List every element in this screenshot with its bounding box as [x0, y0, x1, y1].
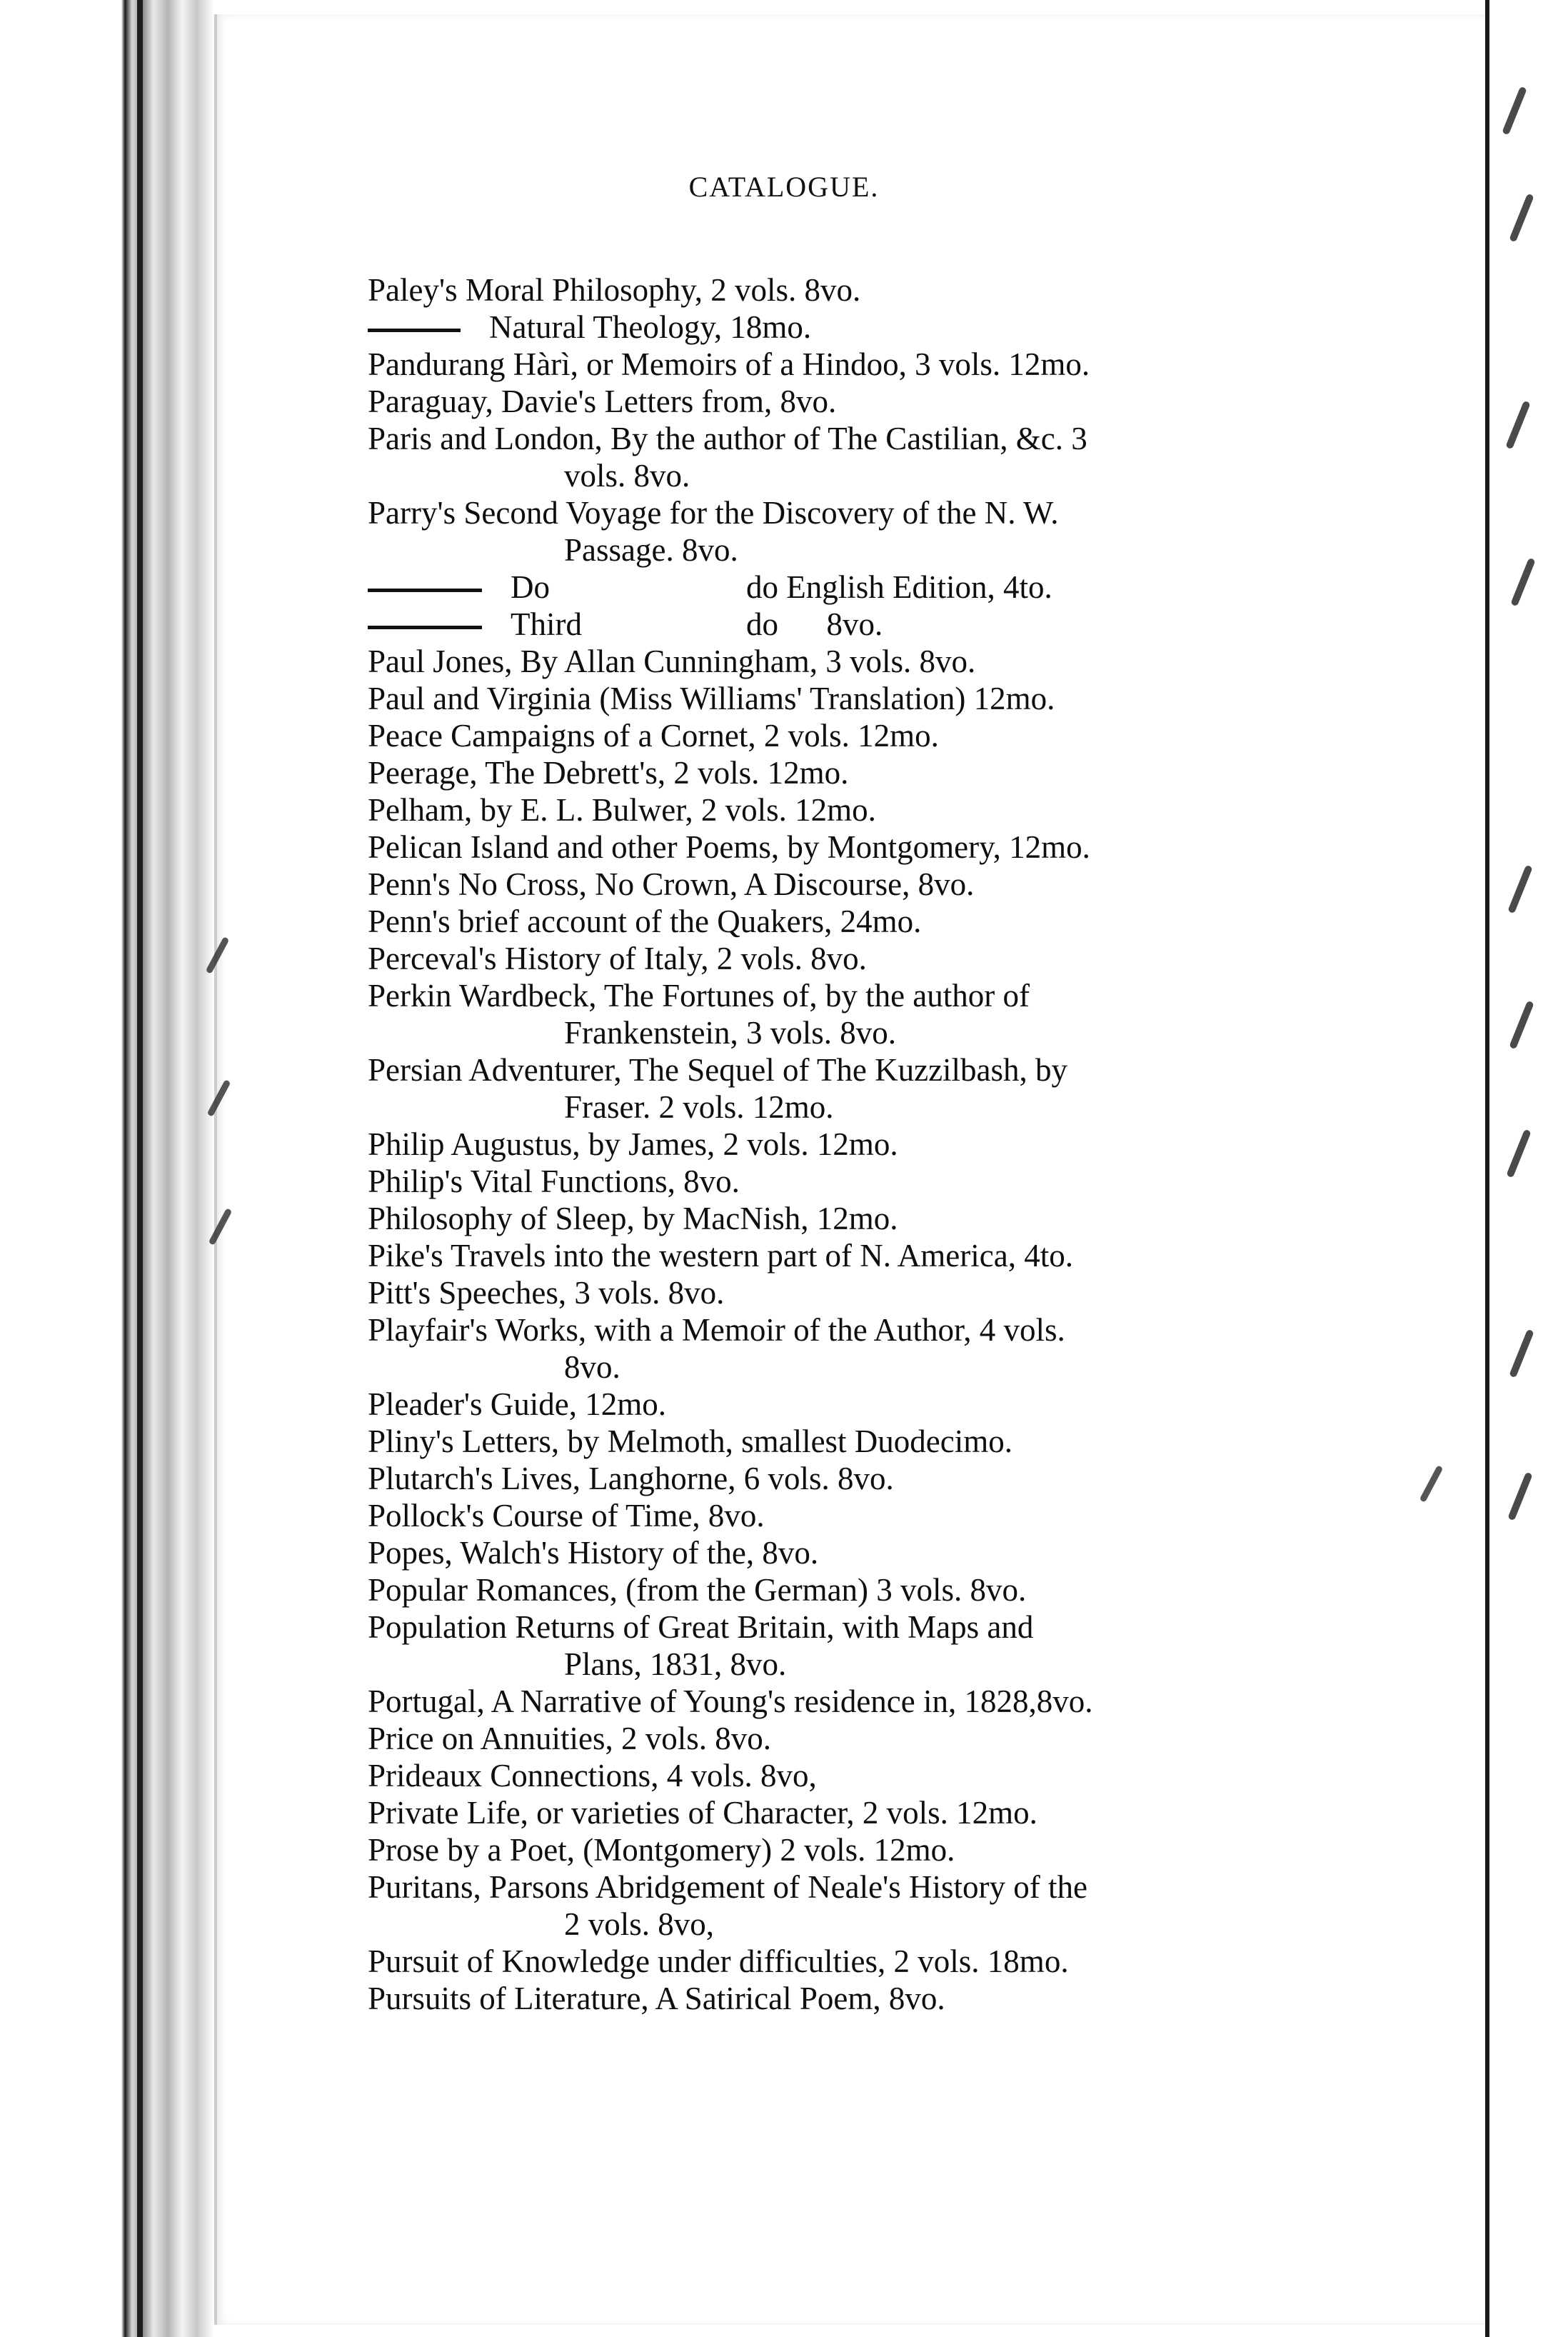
- pen-mark: [1505, 401, 1530, 450]
- catalogue-entry: [368, 346, 1432, 383]
- entry-title: Popes, Walch's History of the, 8vo.: [368, 1535, 819, 1571]
- catalogue-entry: [368, 977, 1432, 1051]
- catalogue-entry: [368, 1386, 1432, 1423]
- entry-title: Pleader's Guide, 12mo.: [368, 1386, 667, 1422]
- page-heading: CATALOGUE.: [688, 171, 880, 203]
- catalogue-entry: [368, 866, 1432, 903]
- catalogue-entry: [368, 1126, 1432, 1163]
- catalogue-entry: [368, 1534, 1432, 1571]
- pen-mark: [1509, 1001, 1534, 1050]
- catalogue-entry: [368, 1163, 1432, 1200]
- catalogue-entry: [368, 680, 1432, 717]
- ditto-dash: [368, 589, 482, 592]
- catalogue-entry: [368, 717, 1432, 754]
- book-binding-edge: [0, 0, 221, 2337]
- entry-continuation: Passage. 8vo.: [564, 532, 738, 568]
- ditto-text: do 8vo.: [746, 606, 883, 642]
- pen-mark: [1510, 558, 1535, 607]
- catalogue-list: [368, 271, 1432, 2017]
- catalogue-entry: [368, 754, 1432, 791]
- entry-title: Playfair's Works, with a Memoir of the Author, 4 vols.: [368, 1312, 1065, 1348]
- entry-title: Popular Romances, (from the German) 3 vols. 8vo.: [368, 1572, 1027, 1608]
- entry-title: Pelican Island and other Poems, by Montgomery, 12mo.: [368, 829, 1090, 865]
- pen-mark: [1509, 1329, 1534, 1378]
- entry-title: Prideaux Connections, 4 vols. 8vo,: [368, 1758, 817, 1793]
- catalogue-entry: [368, 1608, 1432, 1683]
- entry-title: Penn's brief account of the Quakers, 24mo.: [368, 904, 922, 939]
- catalogue-entry: [368, 643, 1432, 680]
- entry-title: Pursuits of Literature, A Satirical Poem, 8vo.: [368, 1981, 945, 2016]
- entry-title: Pandurang Hàrì, or Memoirs of a Hindoo, 3 vols. 12mo.: [368, 346, 1090, 382]
- ditto-dash: [368, 626, 482, 629]
- catalogue-entry: [368, 1051, 1432, 1126]
- entry-title: Paul and Virginia (Miss Williams' Translation) 12mo.: [368, 681, 1055, 716]
- catalogue-entry: [368, 420, 1432, 494]
- catalogue-entry: [368, 494, 1432, 569]
- catalogue-entry: [368, 1571, 1432, 1608]
- catalogue-entry: [368, 791, 1432, 829]
- entry-continuation: Plans, 1831, 8vo.: [564, 1646, 787, 1682]
- entry-title: Plutarch's Lives, Langhorne, 6 vols. 8vo.: [368, 1461, 894, 1496]
- catalogue-entry: [368, 1200, 1432, 1237]
- entry-title: Pitt's Speeches, 3 vols. 8vo.: [368, 1275, 725, 1311]
- catalogue-entry: [368, 1794, 1432, 1831]
- entry-title: Philip's Vital Functions, 8vo.: [368, 1164, 740, 1199]
- catalogue-entry: [368, 1943, 1432, 1980]
- entry-title: Pursuit of Knowledge under difficulties, 2 vols. 18mo.: [368, 1943, 1069, 1979]
- entry-title: Paraguay, Davie's Letters from, 8vo.: [368, 384, 837, 419]
- entry-title: Pelham, by E. L. Bulwer, 2 vols. 12mo.: [368, 792, 876, 828]
- entry-title: Paley's Moral Philosophy, 2 vols. 8vo.: [368, 272, 861, 308]
- catalogue-entry: [368, 271, 1432, 309]
- catalogue-entry: [368, 1831, 1432, 1868]
- entry-title: Perkin Wardbeck, The Fortunes of, by the author of: [368, 978, 1030, 1014]
- entry-title: Pike's Travels into the western part of N. America, 4to.: [368, 1238, 1073, 1273]
- ditto-word: Third: [511, 606, 582, 642]
- ditto-dash: [368, 329, 461, 332]
- entry-continuation: 8vo.: [564, 1349, 620, 1385]
- entry-title: Price on Annuities, 2 vols. 8vo.: [368, 1721, 771, 1756]
- entry-title: Penn's No Cross, No Crown, A Discourse, 8vo.: [368, 866, 975, 902]
- catalogue-entry: [368, 1683, 1432, 1720]
- catalogue-entry: [368, 903, 1432, 940]
- catalogue-entry: [368, 569, 1432, 606]
- entry-title: Philip Augustus, by James, 2 vols. 12mo.: [368, 1126, 898, 1162]
- catalogue-entry: [368, 606, 1432, 643]
- entry-title: Peerage, The Debrett's, 2 vols. 12mo.: [368, 755, 849, 791]
- entry-continuation: vols. 8vo.: [564, 458, 690, 494]
- catalogue-entry: [368, 829, 1432, 866]
- ditto-text: do English Edition, 4to.: [746, 569, 1052, 605]
- entry-title: Peace Campaigns of a Cornet, 2 vols. 12mo.: [368, 718, 939, 754]
- catalogue-entry: [368, 940, 1432, 977]
- entry-continuation: 2 vols. 8vo,: [564, 1906, 715, 1942]
- entry-title: Parry's Second Voyage for the Discovery of the N. W.: [368, 495, 1059, 531]
- pen-mark: [1507, 865, 1532, 914]
- ditto-word: Do: [511, 569, 550, 605]
- catalogue-entry: [368, 309, 1432, 346]
- catalogue-entry: [368, 1720, 1432, 1757]
- pen-mark: [1507, 1472, 1532, 1521]
- entry-continuation: Fraser. 2 vols. 12mo.: [564, 1089, 834, 1125]
- entry-title: Private Life, or varieties of Character, 2 vols. 12mo.: [368, 1795, 1037, 1831]
- entry-title: Paris and London, By the author of The Castilian, &c. 3: [368, 421, 1087, 456]
- entry-title: Portugal, A Narrative of Young's residence in, 1828,8vo.: [368, 1683, 1093, 1719]
- entry-title: Perceval's History of Italy, 2 vols. 8vo.: [368, 941, 867, 976]
- catalogue-entry: [368, 1980, 1432, 2017]
- entry-continuation: Frankenstein, 3 vols. 8vo.: [564, 1015, 896, 1051]
- catalogue-entry: [368, 1497, 1432, 1534]
- entry-title: Pliny's Letters, by Melmoth, smallest Duodecimo.: [368, 1423, 1013, 1459]
- catalogue-entry: [368, 383, 1432, 420]
- entry-title: Philosophy of Sleep, by MacNish, 12mo.: [368, 1201, 898, 1236]
- entry-title: Natural Theology, 18mo.: [489, 309, 812, 345]
- catalogue-entry: [368, 1311, 1432, 1386]
- catalogue-entry: [368, 1757, 1432, 1794]
- entry-title: Prose by a Poet, (Montgomery) 2 vols. 12mo.: [368, 1832, 955, 1868]
- pen-mark: [1506, 1129, 1531, 1178]
- facing-page-edge: [1485, 0, 1568, 2337]
- entry-title: Puritans, Parsons Abridgement of Neale's History of the: [368, 1869, 1087, 1905]
- entry-title: Persian Adventurer, The Sequel of The Kuzzilbash, by: [368, 1052, 1068, 1088]
- catalogue-entry: [368, 1423, 1432, 1460]
- pen-mark: [1502, 86, 1527, 136]
- catalogue-entry: [368, 1460, 1432, 1497]
- entry-title: Pollock's Course of Time, 8vo.: [368, 1498, 765, 1533]
- catalogue-entry: [368, 1274, 1432, 1311]
- binding-shadow-line: [137, 0, 143, 2337]
- catalogue-entry: [368, 1237, 1432, 1274]
- catalogue-entry: [368, 1868, 1432, 1943]
- entry-title: Population Returns of Great Britain, with Maps and: [368, 1609, 1034, 1645]
- entry-title: Paul Jones, By Allan Cunningham, 3 vols. 8vo.: [368, 644, 976, 679]
